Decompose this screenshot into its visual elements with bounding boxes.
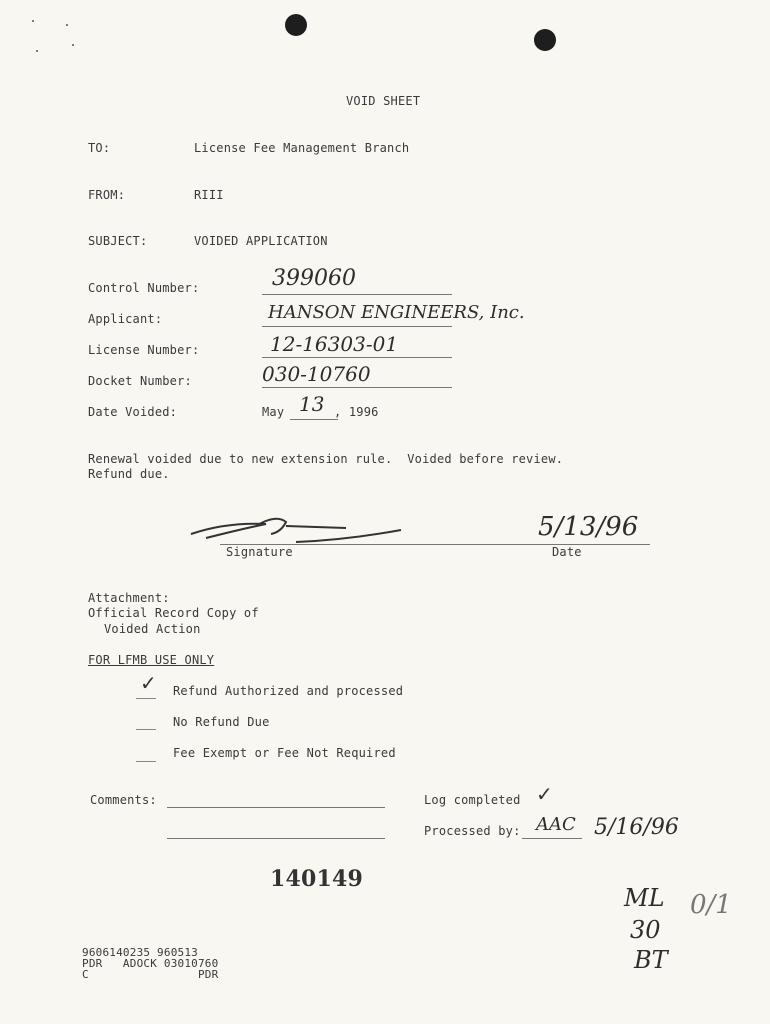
control-number-line — [262, 294, 452, 295]
speck — [32, 20, 34, 22]
license-number-label: License Number: — [88, 343, 200, 357]
to-label: TO: — [88, 141, 111, 155]
comments-line-1 — [167, 807, 385, 808]
date-voided-month: May — [262, 405, 285, 419]
punch-hole-right — [534, 29, 556, 51]
comments-label: Comments: — [90, 793, 157, 807]
attachment-line-1: Attachment: — [88, 591, 170, 605]
from-value: RIII — [194, 188, 224, 202]
option-blank-1 — [136, 698, 156, 699]
speck — [36, 50, 38, 52]
date-label: Date — [552, 545, 582, 559]
applicant-label: Applicant: — [88, 312, 163, 326]
footer-line-1: 9606140235 960513 — [82, 946, 198, 959]
check-mark-icon: ✓ — [140, 671, 157, 695]
option-fee-exempt: Fee Exempt or Fee Not Required — [173, 746, 396, 760]
signature-date: 5/13/96 — [538, 512, 639, 542]
comments-line-2 — [167, 838, 385, 839]
applicant-line — [262, 326, 452, 327]
docket-number-line — [262, 387, 452, 388]
date-voided-day-line — [290, 419, 338, 420]
option-blank-3 — [136, 761, 156, 762]
footer-line-3: C PDR — [82, 968, 219, 981]
option-no-refund: No Refund Due — [173, 715, 270, 729]
page-title: VOID SHEET — [346, 94, 421, 108]
processed-by-line — [522, 838, 582, 839]
from-label: FROM: — [88, 188, 126, 202]
subject-label: SUBJECT: — [88, 234, 148, 248]
margin-note-01: 0/1 — [690, 890, 732, 920]
attachment-line-3: Voided Action — [104, 622, 201, 636]
attachment-line-2: Official Record Copy of — [88, 606, 259, 620]
speck — [72, 44, 74, 46]
to-value: License Fee Management Branch — [194, 141, 410, 155]
docket-number-value: 030-10760 — [262, 362, 371, 386]
license-number-line — [262, 357, 452, 358]
date-voided-day: 13 — [299, 392, 325, 416]
margin-note-bt: BT — [634, 946, 668, 974]
footer-line-2: PDR ADOCK 03010760 — [82, 957, 219, 970]
speck — [66, 24, 68, 26]
processed-by-initials: AAC — [536, 814, 576, 835]
margin-note-ml: ML — [624, 884, 665, 912]
option-refund: Refund Authorized and processed — [173, 684, 404, 698]
note-line-1: Renewal voided due to new extension rule. Voided before review. — [88, 452, 564, 466]
signature-label: Signature — [226, 545, 293, 559]
processed-by-date: 5/16/96 — [594, 815, 679, 840]
date-voided-year: , 1996 — [334, 405, 379, 419]
control-number-label: Control Number: — [88, 281, 200, 295]
date-voided-label: Date Voided: — [88, 405, 178, 419]
applicant-value: HANSON ENGINEERS, Inc. — [268, 302, 525, 323]
log-completed-label: Log completed — [424, 793, 521, 807]
docket-number-label: Docket Number: — [88, 374, 192, 388]
license-number-value: 12-16303-01 — [270, 332, 399, 356]
note-line-2: Refund due. — [88, 467, 170, 481]
stamp-number: 140149 — [270, 866, 364, 892]
margin-note-30: 30 — [630, 916, 661, 944]
punch-hole-left — [285, 14, 307, 36]
option-blank-2 — [136, 729, 156, 730]
subject-value: VOIDED APPLICATION — [194, 234, 328, 248]
processed-by-label: Processed by: — [424, 824, 521, 838]
log-check-icon: ✓ — [536, 782, 553, 806]
signature-scribble — [186, 512, 416, 552]
control-number-value: 399060 — [272, 266, 356, 291]
lfmb-heading: FOR LFMB USE ONLY — [88, 653, 215, 667]
